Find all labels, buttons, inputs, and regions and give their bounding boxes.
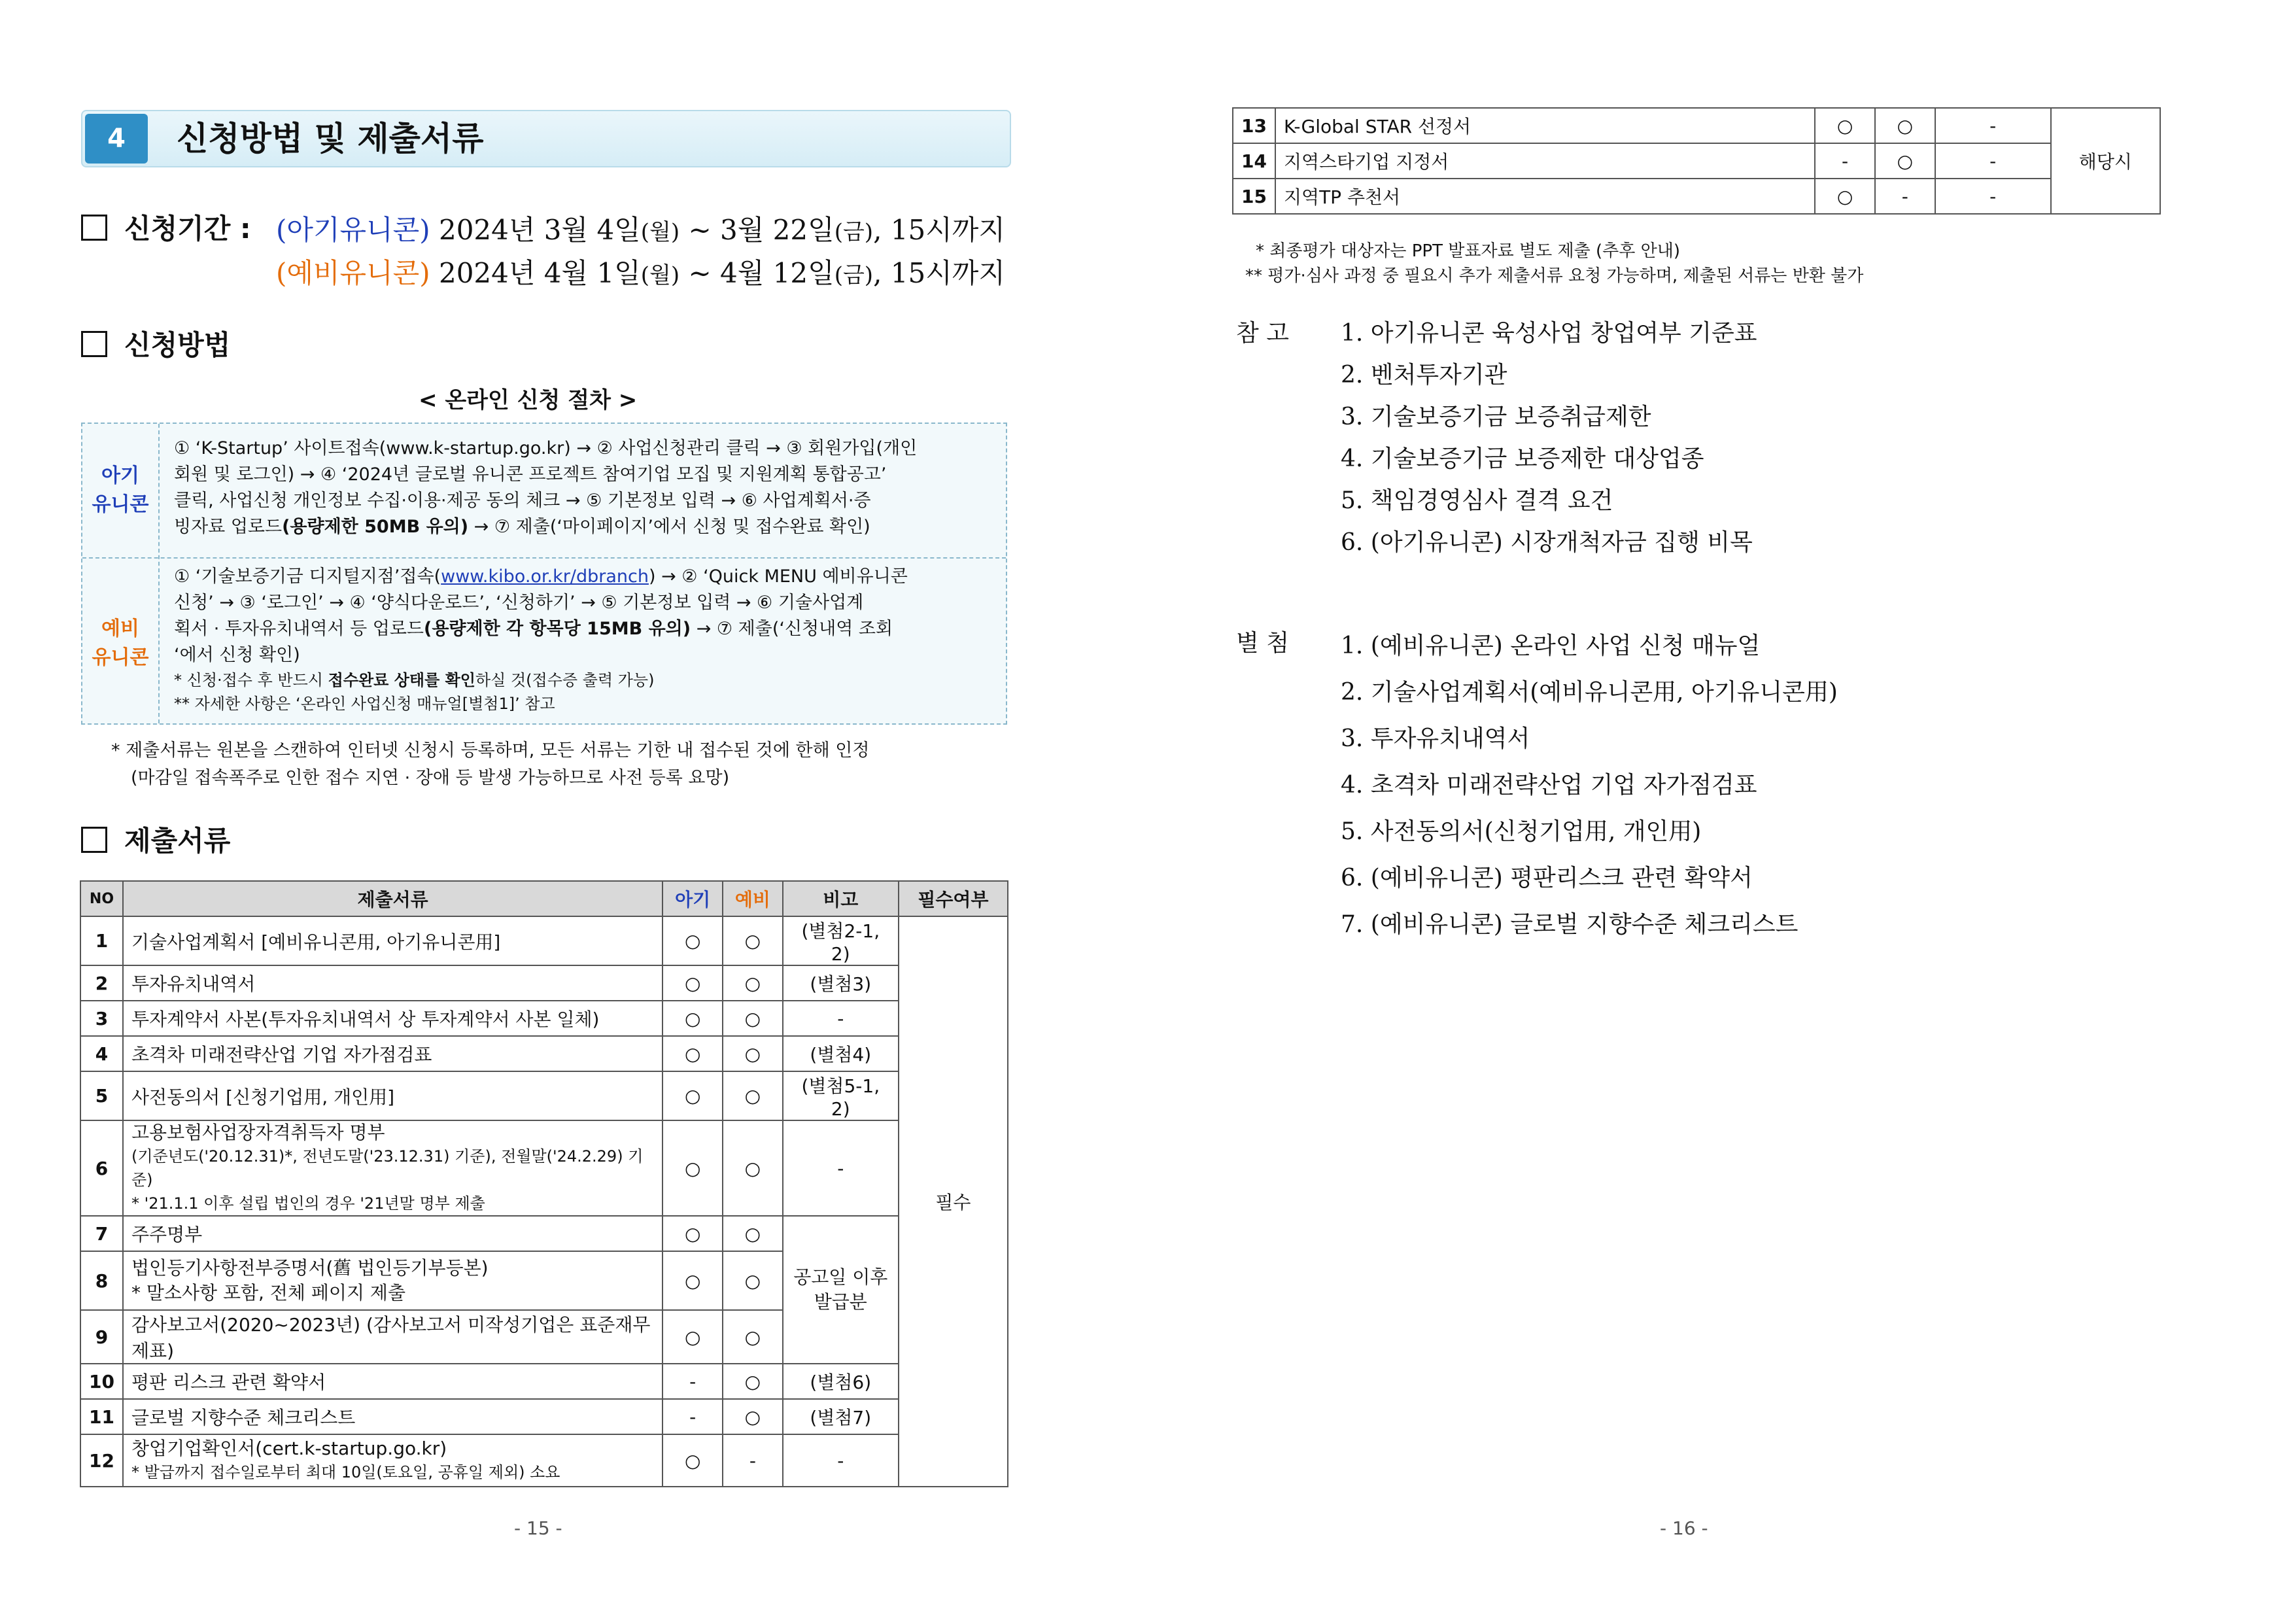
docs-heading: 제출서류 bbox=[81, 823, 230, 859]
header-agi: 아기 bbox=[663, 881, 723, 916]
list-item: 6. (예비유니콘) 평판리스크 관련 확약서 bbox=[1341, 865, 1753, 891]
list-item: 3. 투자유치내역서 bbox=[1341, 725, 1530, 752]
kibo-link[interactable]: www.kibo.or.kr/dbranch bbox=[441, 566, 649, 587]
yebi-label: 예비 유니콘 bbox=[92, 617, 149, 669]
attachment-list bbox=[1341, 623, 1838, 948]
checkbox-square-icon bbox=[81, 215, 107, 241]
list-item: 5. 책임경영심사 결격 요건 bbox=[1341, 487, 1613, 514]
table-row: 4 초격차 미래전략산업 기업 자가점검표 ○ ○ (별첨4) bbox=[80, 1036, 1008, 1071]
period-line-yebi: (예비유니콘) 2024년 4월 1일(월) ~ 4월 12일(금), 15시까지 bbox=[276, 257, 1005, 289]
required-cell: 필수 bbox=[899, 916, 1008, 1487]
table-row: 2 투자유치내역서 ○ ○ (별첨3) bbox=[80, 965, 1008, 1001]
table-row: 1 기술사업계획서 [예비유니콘用, 아기유니콘用] ○ ○ (별첨2-1, 2) 필수 bbox=[80, 916, 1008, 965]
list-item: 2. 기술사업계획서(예비유니콘用, 아기유니콘用) bbox=[1341, 679, 1838, 706]
cont-note-2: ** 평가·심사 과정 중 필요시 추가 제출서류 요청 가능하며, 제출된 서류는 반환 불가 bbox=[1245, 266, 1864, 286]
docs-table-continued bbox=[1232, 107, 2161, 215]
conditional-required-cell: 해당시 bbox=[2051, 108, 2160, 214]
submit-note-1: * 제출서류는 원본을 스캔하여 인터넷 신청시 등록하며, 모든 서류는 기한 내 접수된 것에 한해 인정 bbox=[111, 740, 870, 761]
reference-label: 참 고 bbox=[1236, 320, 1289, 347]
checkbox-square-icon bbox=[81, 827, 107, 853]
section-number: 4 bbox=[85, 114, 148, 164]
page-number-right: - 16 - bbox=[1660, 1517, 1708, 1539]
checkbox-square-icon bbox=[81, 331, 107, 357]
period-heading: 신청기간 : bbox=[81, 211, 251, 247]
remark-group-cell: 공고일 이후 발급분 bbox=[783, 1216, 899, 1364]
table-row: 3 투자계약서 사본(투자유치내역서 상 투자계약서 사본 일체) ○ ○ - bbox=[80, 1001, 1008, 1036]
list-item: 3. 기술보증기금 보증취급제한 bbox=[1341, 404, 1651, 430]
cont-note-1: * 최종평가 대상자는 PPT 발표자료 별도 제출 (추후 안내) bbox=[1256, 241, 1680, 261]
submit-note-2: (마감일 접속폭주로 인한 접수 지연 · 장애 등 발생 가능하므로 사전 등록 요망) bbox=[131, 768, 730, 788]
attachment-label: 별 첨 bbox=[1236, 630, 1289, 657]
period-line-agi: (아기유니콘) 2024년 3월 4일(월) ~ 3월 22일(금), 15시까지 bbox=[276, 214, 1005, 246]
table-row: 10 평판 리스크 관련 확약서 - ○ (별첨6) bbox=[80, 1364, 1008, 1399]
method-heading: 신청방법 bbox=[81, 327, 230, 364]
left-page bbox=[0, 0, 1144, 1624]
list-item: 4. 초격차 미래전략산업 기업 자가점검표 bbox=[1341, 772, 1757, 799]
table-row: 13 K-Global STAR 선정서 ○ ○ - 해당시 bbox=[1233, 108, 2160, 143]
list-item: 4. 기술보증기금 보증제한 대상업종 bbox=[1341, 445, 1704, 472]
section-title: 신청방법 및 제출서류 bbox=[177, 120, 484, 158]
yebi-procedure-text: ① ‘기술보증기금 디지털지점’접속(www.kibo.or.kr/dbranch) → ② ‘Quick MENU 예비유니콘 신청’ → ③ ‘로그인’ → ④ ‘양식다운로드’, ‘신청하기’ → ⑤ 기본정보 입력 → ⑥ 기술사업계 획서 · 투자유치내역서 등 업로드(용량제한 각 항목당 15MB 유의) → ⑦ 제출(‘신청내역 조회 ‘에서 신청 확인) * 신청·접수 후 반드시 접수완료 상태를 확인하실 것(접수증 출력 가능) ** 자세한 사항은 ‘온라인 사업신청 매뉴얼[별첨1]’ 참고 bbox=[174, 566, 908, 713]
table-row: 5 사전동의서 [신청기업用, 개인用] ○ ○ (별첨5-1, 2) bbox=[80, 1071, 1008, 1120]
docs-table bbox=[80, 880, 1008, 1487]
header-remark: 비고 bbox=[783, 881, 899, 916]
section-header bbox=[81, 110, 1011, 167]
table-row: 7 주주명부 ○ ○ 공고일 이후 발급분 bbox=[80, 1216, 1008, 1251]
list-item: 1. (예비유니콘) 온라인 사업 신청 매뉴얼 bbox=[1341, 632, 1761, 659]
page-number-left: - 15 - bbox=[514, 1517, 562, 1539]
header-doc: 제출서류 bbox=[123, 881, 663, 916]
list-item: 2. 벤처투자기관 bbox=[1341, 362, 1507, 389]
table-row: 9 감사보고서(2020~2023년) (감사보고서 미작성기업은 표준재무제표) ○ ○ bbox=[80, 1310, 1008, 1364]
list-item: 6. (아기유니콘) 시장개척자금 집행 비목 bbox=[1341, 529, 1753, 556]
table-row: 15 지역TP 추천서 ○ - - bbox=[1233, 179, 2160, 214]
list-item: 7. (예비유니콘) 글로벌 지향수준 체크리스트 bbox=[1341, 911, 1798, 938]
header-yebi: 예비 bbox=[723, 881, 783, 916]
divider bbox=[158, 424, 160, 723]
table-row: 12 창업기업확인서(cert.k-startup.go.kr) * 발급까지 접수일로부터 최대 10일(토요일, 공휴일 제외) 소요 ○ - - bbox=[80, 1434, 1008, 1487]
header-no: NO bbox=[80, 881, 123, 916]
procedure-title: < 온라인 신청 절차 > bbox=[419, 387, 638, 413]
table-header-row bbox=[80, 881, 1008, 916]
table-row: 14 지역스타기업 지정서 - ○ - bbox=[1233, 143, 2160, 179]
table-row: 11 글로벌 지향수준 체크리스트 - ○ (별첨7) bbox=[80, 1399, 1008, 1434]
agi-procedure-text: ① ‘K-Startup’ 사이트접속(www.k-startup.go.kr) → ② 사업신청관리 클릭 → ③ 회원가입(개인 회원 및 로그인) → ④ ‘2024년 글로벌 유니콘 프로젝트 참여기업 모집 및 지원계획 통합공고’ 클릭, 사업신청 개인정보 수집·이용·제공 동의 체크 → ⑤ 기본정보 입력 → ⑥ 사업계획서·증 빙자료 업로드(용량제한 50MB 유의) → ⑦ 제출(‘마이페이지’에서 신청 및 접수완료 확인) bbox=[174, 438, 918, 537]
header-required: 필수여부 bbox=[899, 881, 1008, 916]
table-row: 8 법인등기사항전부증명서(舊 법인등기부등본) * 말소사항 포함, 전체 페이지 제출 ○ ○ bbox=[80, 1251, 1008, 1310]
procedure-box bbox=[81, 423, 1007, 725]
reference-list bbox=[1341, 313, 1757, 564]
agi-label: 아기 유니콘 bbox=[92, 464, 149, 516]
table-row: 6 고용보험사업장자격취득자 명부 (기준년도('20.12.31)*, 전년도말('23.12.31) 기준), 전월말('24.2.29) 기준) * '21.1.1 이후 설립 법인의 경우 '21년말 명부 제출 ○ ○ - bbox=[80, 1120, 1008, 1216]
list-item: 5. 사전동의서(신청기업用, 개인用) bbox=[1341, 818, 1702, 845]
list-item: 1. 아기유니콘 육성사업 창업여부 기준표 bbox=[1341, 320, 1757, 347]
divider bbox=[82, 557, 1006, 559]
right-page bbox=[1144, 0, 2289, 1624]
